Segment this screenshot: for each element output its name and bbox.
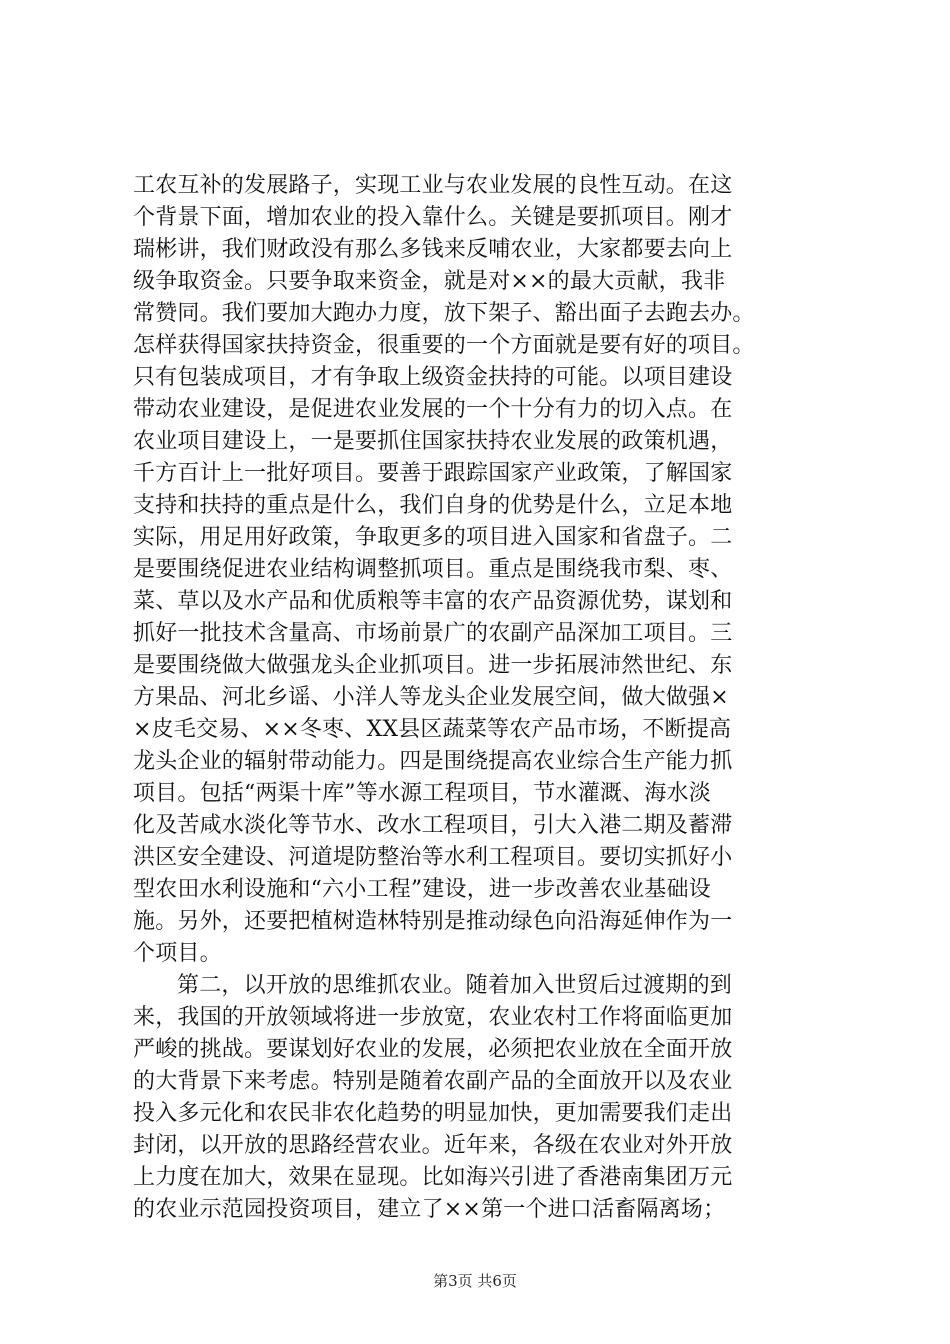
page-footer: 第3页 共6页 [433, 1272, 517, 1290]
text-line: 严峻的挑战。要谋划好农业的发展，必须把农业放在全面开放 [133, 1037, 733, 1062]
text-line: 投入多元化和农民非农化趋势的明显加快，更加需要我们走出 [133, 1101, 733, 1126]
text-line: 支持和扶持的重点是什么，我们自身的优势是什么，立足本地 [133, 493, 733, 518]
text-line: 工农互补的发展路子，实现工业与农业发展的良性互动。在这 [133, 173, 733, 198]
text-line: 抓好一批技术含量高、市场前景广的农副产品深加工项目。三 [133, 621, 733, 646]
body-text [133, 170, 823, 1226]
text-line: 施。另外，还要把植树造林特别是推动绿色向沿海延伸作为一 [133, 909, 733, 934]
text-line: 怎样获得国家扶持资金，很重要的一个方面就是要有好的项目。 [133, 333, 755, 358]
text-line: 项目。包括“两渠十库”等水源工程项目，节水灌溉、海水淡 [133, 781, 711, 806]
text-line: ×皮毛交易、××冬枣、XX县区蔬菜等农产品市场，不断提高 [133, 717, 732, 742]
text-line: 方果品、河北乡谣、小洋人等龙头企业发展空间，做大做强× [133, 685, 729, 710]
paragraph-start-line: 第二，以开放的思维抓农业。随着加入世贸后过渡期的到 [177, 973, 733, 998]
text-line: 常赞同。我们要加大跑办力度，放下架子、豁出面子去跑去办。 [133, 301, 755, 326]
text-line: 菜、草以及水产品和优质粮等丰富的农产品资源优势，谋划和 [133, 589, 733, 614]
text-line: 只有包装成项目，才有争取上级资金扶持的可能。以项目建设 [133, 365, 733, 390]
text-line: 型农田水利设施和“六小工程”建设，进一步改善农业基础设 [133, 877, 711, 902]
text-line: 千方百计上一批好项目。要善于跟踪国家产业政策，了解国家 [133, 461, 733, 486]
text-line: 化及苦咸水淡化等节水、改水工程项目，引大入港二期及蓄滞 [133, 813, 733, 838]
text-line: 的农业示范园投资项目，建立了××第一个进口活畜隔离场； [133, 1197, 726, 1222]
text-line: 是要围绕做大做强龙头企业抓项目。进一步拓展沛然世纪、东 [133, 653, 733, 678]
text-line: 级争取资金。只要争取来资金，就是对××的最大贡献，我非 [133, 269, 726, 294]
text-line: 龙头企业的辐射带动能力。四是围绕提高农业综合生产能力抓 [133, 749, 733, 774]
text-line: 农业项目建设上，一是要抓住国家扶持农业发展的政策机遇， [133, 429, 733, 454]
text-line: 的大背景下来考虑。特别是随着农副产品的全面放开以及农业 [133, 1069, 733, 1094]
text-line: 实际，用足用好政策，争取更多的项目进入国家和省盘子。二 [133, 525, 733, 550]
text-line: 个背景下面，增加农业的投入靠什么。关键是要抓项目。刚才 [133, 205, 733, 230]
text-line: 带动农业建设，是促进农业发展的一个十分有力的切入点。在 [133, 397, 733, 422]
text-line: 个项目。 [133, 941, 222, 966]
text-line: 上力度在加大，效果在显现。比如海兴引进了香港南集团万元 [133, 1165, 733, 1190]
text-line: 是要围绕促进农业结构调整抓项目。重点是围绕我市梨、枣、 [133, 557, 733, 582]
text-line: 瑞彬讲，我们财政没有那么多钱来反哺农业，大家都要去向上 [133, 237, 733, 262]
text-line: 来，我国的开放领域将进一步放宽，农业农村工作将面临更加 [133, 1005, 733, 1030]
text-line: 封闭，以开放的思路经营农业。近年来，各级在农业对外开放 [133, 1133, 733, 1158]
text-line: 洪区安全建设、河道堤防整治等水利工程项目。要切实抓好小 [133, 845, 733, 870]
